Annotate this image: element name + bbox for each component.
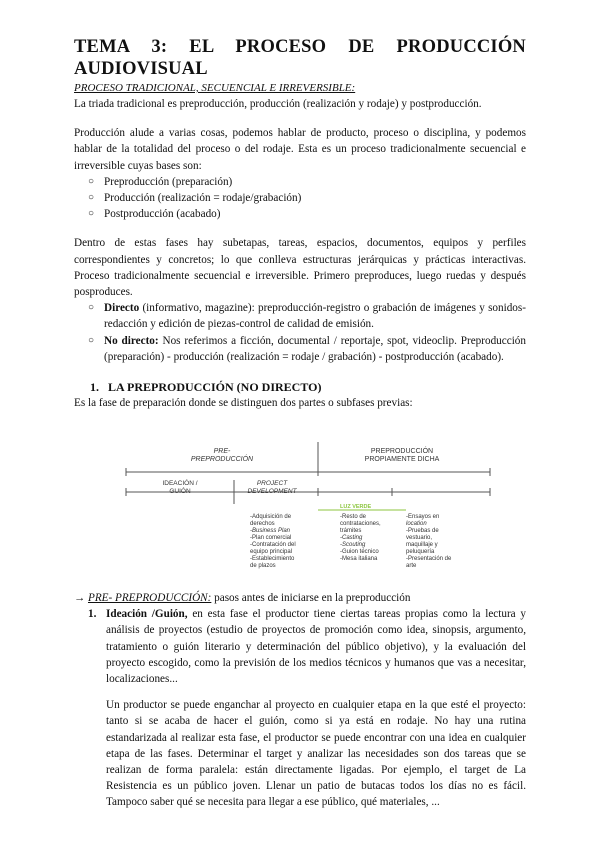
section-subtitle: PROCESO TRADICIONAL, SECUENCIAL E IRREVERSIBLE: [74,82,356,94]
task-column-1 [250,514,296,569]
bases-list [74,174,526,223]
title-line-2: AUDIOVISUAL [74,59,208,79]
list-item: ○ Producción (realización = rodaje/grabación) [88,190,526,206]
task-line: -Scouting [340,542,366,548]
task-column-2 [340,514,381,562]
circle-bullet-icon: ○ [88,334,95,346]
task-line: maquillaje y [406,542,438,548]
task-line: -Plan comercial [250,535,292,541]
label-ideacion: IDEACIÓN / [162,480,198,487]
section-heading-preproduccion: 1. LA PREPRODUCCIÓN (NO DIRECTO) [90,380,322,395]
pre-preproduccion-line: → PRE- PREPRODUCCIÓN: pasos antes de iniciarse en la preproducción [74,592,411,604]
circle-bullet-icon: ○ [88,302,95,314]
task-line: -Pruebas de [406,528,439,534]
document-title [74,36,526,80]
task-line: peluquería [406,549,435,555]
task-line: location [406,521,427,527]
diagram-svg [122,438,494,578]
paragraph-subfases: Es la fase de preparación donde se distinguen dos partes o subfases previas: [74,397,413,410]
lower-section [74,590,526,811]
title-line-1: TEMA 3: EL PROCESO DE PRODUCCIÓN [74,37,526,57]
paragraph-triada: La triada tradicional es preproducción, producción (realización y rodaje) y postproducción. [74,98,482,110]
label-preproduccion-propia: PREPRODUCCIÓN [370,448,434,455]
label-development: DEVELOPMENT [247,488,297,495]
task-line: -Mesa italiana [340,556,378,562]
task-line: -Presentación de [406,556,452,562]
task-line: arte [406,563,417,569]
task-line: -Adquisición de [250,514,292,520]
task-line: -Casting [340,535,363,541]
task-line: -Ensayos en [406,514,440,520]
task-line: equipo principal [250,549,293,555]
circle-bullet-icon: ○ [88,192,95,204]
paragraph-productor: Un productor se puede enganchar al proyecto en cualquier etapa en la que esté el proyecto: tanto si se acaba de hacer el guión, como si ya está en rodaje. No hay una rutina estandarizada al realizar esta fase, el productor se puede encontrar con una idea en cualquier etapa de las fases. Determinar el target y analizar las necesidades son dos tareas que se realizan de forma paralela: están directamente ligadas. Por ejemplo, el target de La Resistencia es un público joven. Llenar un patio de butacas todos los días no es fácil. Tampoco saber qué se necesita para llegar a ese público, qué materiales, ... [106,699,526,809]
label-luz-verde: LUZ VERDE [340,504,372,510]
list-item: ○ Preproducción (preparación) [88,174,526,190]
document-page [74,36,526,411]
list-item: ○ Postproducción (acabado) [88,206,526,222]
task-line: vestuario, [406,535,433,541]
arrow-right-icon: → [74,592,86,604]
paragraph-produccion: Producción alude a varias cosas, podemos hablar de producto, proceso o disciplina, y podemos hablar de la totalidad del proceso o del rodaje. Esta es un proceso tradicionalmente secuencial e irreversible cuyas bases son: [74,127,526,172]
task-line: contrataciones, [340,521,381,527]
task-line: de plazos [250,563,276,569]
circle-bullet-icon: ○ [88,208,95,220]
label-pre: PRE- [213,448,231,455]
label-preproduccion: PREPRODUCCIÓN [190,456,254,463]
task-line: -Guion técnico [340,549,379,555]
list-item-no-directo: ○ No directo: Nos referimos a ficción, documental / reportaje, spot, videoclip. Preproducción (preparación) - producción (realización = rodaje / grabación) - postproducción (acabado). [88,334,526,363]
task-line: derechos [250,521,275,527]
circle-bullet-icon: ○ [88,175,95,187]
item-ideacion: 1. Ideación /Guión, en esta fase el productor tiene ciertas tareas propias como la lectura y análisis de proyectos (estudio de proyectos de promoción como idea, sinopsis, argumento, tratamiento o guión literario y determinación del público objetivo), y la evaluación del proyecto escogido, como la previsión de los medios técnicos y humanos que vas a necesitar, localizaciones... [88,608,527,686]
task-line: trámites [340,528,362,534]
task-line: -Business Plan [250,528,291,534]
task-column-3 [406,514,452,569]
preproduction-diagram [122,438,494,578]
task-line: -Contratación del [250,542,296,548]
types-list [74,300,526,365]
label-project: PROJECT [256,480,288,487]
pre-preproduccion-label: PRE- PREPRODUCCIÓN: [87,592,212,604]
list-item-directo: ○ Directo (informativo, magazine): preproducción-registro o grabación de imágenes y sonidos-redacción y edición de piezas-control de calidad de emisión. [88,302,526,331]
label-guion: GUIÓN [169,488,191,495]
task-line: -Establecimiento [250,556,295,562]
task-line: -Resto de [340,514,367,520]
label-propiamente-dicha: PROPIAMENTE DICHA [364,456,440,463]
paragraph-fases: Dentro de estas fases hay subetapas, tareas, espacios, documentos, equipos y perfiles correspondientes y concretos; lo que conlleva estructuras jerárquicas y prácticas interactivas. Proceso tradicionalmente secuencial e irreversible. Primero preproduces, luego ruedas y después posproduces. [74,237,526,299]
